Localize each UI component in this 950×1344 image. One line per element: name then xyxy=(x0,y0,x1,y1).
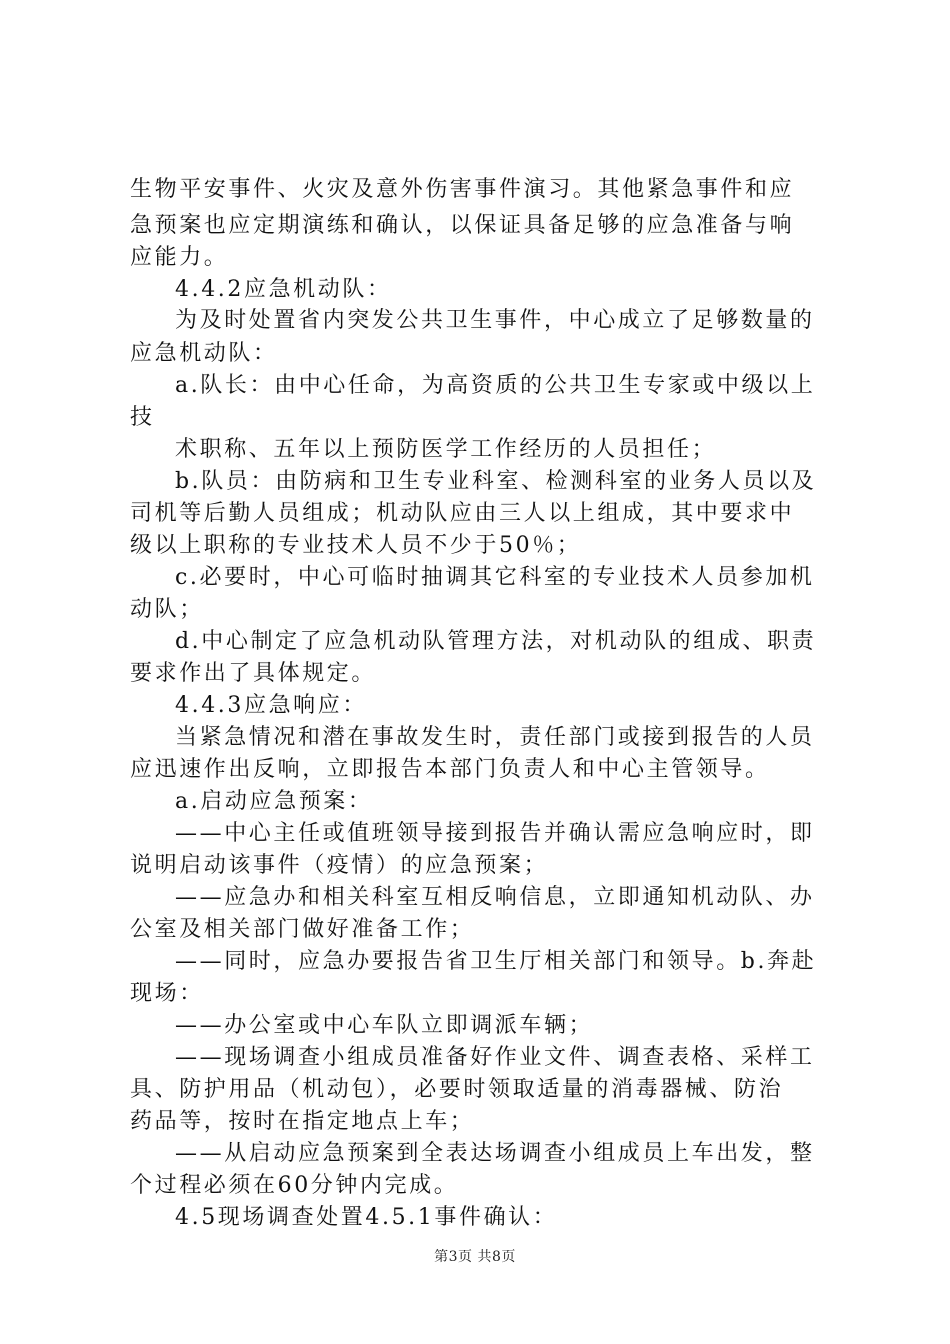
text-line: a.队长：由中心任命，为高资质的公共卫生专家或中级以上 xyxy=(175,373,816,398)
text-line: 技 xyxy=(130,405,155,430)
text-line: 为及时处置省内突发公共卫生事件，中心成立了足够数量的 xyxy=(175,308,815,333)
text-line: c.必要时，中心可临时抽调其它科室的专业技术人员参加机 xyxy=(175,565,815,590)
text-line: ——同时，应急办要报告省卫生厅相关部门和领导。b.奔赴 xyxy=(175,949,817,974)
text-line: 应迅速作出反响，立即报告本部门负责人和中心主管领导。 xyxy=(130,757,770,782)
text-line: ——中心主任或值班领导接到报告并确认需应急响应时，即 xyxy=(175,821,815,846)
text-line: 生物平安事件、火灾及意外伤害事件演习。其他紧急事件和应 xyxy=(130,177,795,202)
text-line: 急预案也应定期演练和确认，以保证具备足够的应急准备与响 xyxy=(130,213,795,238)
text-line: b.队员：由防病和卫生专业科室、检测科室的业务人员以及 xyxy=(175,469,817,494)
text-line: 级以上职称的专业技术人员不少于50％； xyxy=(130,533,582,558)
page-footer: 第3页 共8页 xyxy=(434,1249,516,1265)
text-line: 应能力。 xyxy=(130,245,229,270)
section-heading: 4.4.2应急机动队： xyxy=(175,277,392,302)
text-line: 要求作出了具体规定。 xyxy=(130,661,377,686)
text-line: d.中心制定了应急机动队管理方法，对机动队的组成、职责 xyxy=(175,629,817,654)
text-line: 具、防护用品（机动包），必要时领取适量的消毒器械、防治 xyxy=(130,1077,784,1102)
text-line: ——从启动应急预案到全表达场调查小组成员上车出发，整 xyxy=(175,1141,815,1166)
text-line: 应急机动队： xyxy=(130,341,278,366)
text-line: 公室及相关部门做好准备工作； xyxy=(130,917,475,942)
text-line: 说明启动该事件（疫情）的应急预案； xyxy=(130,853,549,878)
text-line: 当紧急情况和潜在事故发生时，责任部门或接到报告的人员 xyxy=(175,725,815,750)
text-line: ——应急办和相关科室互相反响信息，立即通知机动队、办 xyxy=(175,885,815,910)
text-line: ——现场调查小组成员准备好作业文件、调查表格、采样工 xyxy=(175,1045,815,1070)
text-line: ——办公室或中心车队立即调派车辆； xyxy=(175,1013,594,1038)
section-heading: 4.5现场调查处置4.5.1事件确认： xyxy=(175,1205,558,1230)
text-line: 现场： xyxy=(130,981,204,1006)
text-line: 司机等后勤人员组成；机动队应由三人以上组成，其中要求中 xyxy=(130,501,795,526)
text-line: 术职称、五年以上预防医学工作经历的人员担任； xyxy=(175,437,717,462)
text-line: 个过程必须在60分钟内完成。 xyxy=(130,1173,459,1198)
section-heading: 4.4.3应急响应： xyxy=(175,693,367,718)
text-line: a.启动应急预案： xyxy=(175,789,373,814)
text-line: 药品等，按时在指定地点上车； xyxy=(130,1109,475,1134)
text-line: 动队； xyxy=(130,597,204,622)
